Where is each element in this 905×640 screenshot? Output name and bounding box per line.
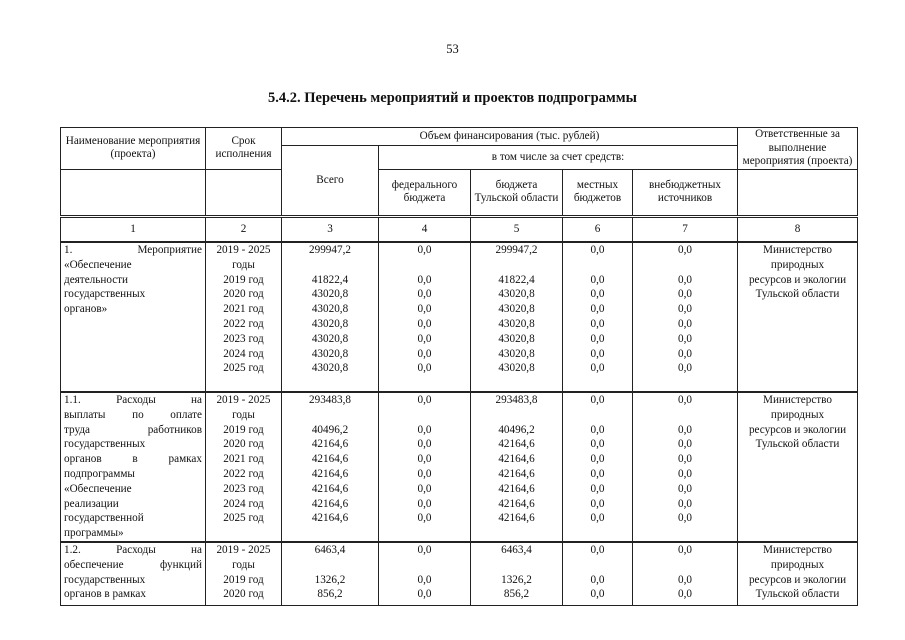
regional-value: 299947,2 xyxy=(495,244,538,256)
total-value: 6463,4 xyxy=(314,543,346,556)
local-cell xyxy=(563,242,633,392)
measure-name-line: деятельности xyxy=(64,273,129,286)
column-number: 4 xyxy=(379,216,471,242)
total-value: 299947,2 xyxy=(309,244,351,256)
responsible-line: Тульской области xyxy=(755,438,840,451)
offbudget-value: 0,0 xyxy=(678,362,692,375)
header-local: местных бюджетов xyxy=(563,169,633,216)
column-number: 8 xyxy=(738,216,858,242)
term-line: 2025 год xyxy=(223,512,264,525)
term-line: 2023 год xyxy=(223,332,264,345)
header-name: Наименование мероприятия (проекта) xyxy=(61,128,206,170)
total-value: 42164,6 xyxy=(311,438,349,451)
table-row xyxy=(61,542,858,606)
offbudget-cell xyxy=(633,242,738,392)
total-value: 43020,8 xyxy=(311,317,349,330)
responsible-line: Министерство xyxy=(763,394,832,406)
measure-name-line: программы» xyxy=(64,527,124,540)
local-value: 0,0 xyxy=(590,244,605,256)
regional-value: 856,2 xyxy=(503,588,530,601)
federal-value: 0,0 xyxy=(417,453,432,466)
offbudget-value: 0,0 xyxy=(678,317,692,330)
measure-name-line: государственных xyxy=(64,573,146,586)
table-row xyxy=(61,242,858,392)
federal-cell xyxy=(379,242,471,392)
local-value: 0,0 xyxy=(590,512,605,525)
offbudget-value: 0,0 xyxy=(678,394,692,406)
term-line: 2019 год xyxy=(223,273,264,286)
offbudget-value xyxy=(636,558,734,573)
responsible-cell xyxy=(738,392,858,542)
measure-name-line: 1.2. Расходы на xyxy=(64,543,202,556)
measure-name-line: государственных xyxy=(64,288,146,301)
offbudget-value: 0,0 xyxy=(678,512,692,525)
regional-value: 42164,6 xyxy=(498,512,535,525)
header-term: Срок исполнения xyxy=(206,128,282,170)
total-value: 41822,4 xyxy=(311,273,349,286)
total-value: 42164,6 xyxy=(311,482,349,495)
term-line: 2025 год xyxy=(223,362,264,375)
federal-cell xyxy=(379,542,471,606)
local-value xyxy=(566,558,629,573)
total-value xyxy=(285,408,375,423)
federal-value: 0,0 xyxy=(417,467,432,480)
federal-value: 0,0 xyxy=(417,438,432,451)
regional-value: 42164,6 xyxy=(498,482,535,495)
offbudget-value: 0,0 xyxy=(678,303,692,316)
regional-value: 43020,8 xyxy=(498,362,535,375)
federal-value xyxy=(382,258,467,273)
federal-value: 0,0 xyxy=(417,303,432,316)
measure-name-line: подпрограммы xyxy=(64,467,135,480)
local-cell xyxy=(563,392,633,542)
federal-value: 0,0 xyxy=(417,347,432,360)
header-regional: бюджета Тульской области xyxy=(471,169,563,216)
regional-value: 43020,8 xyxy=(498,288,535,301)
federal-value: 0,0 xyxy=(417,288,432,301)
total-value: 856,2 xyxy=(317,588,343,601)
federal-value: 0,0 xyxy=(417,543,432,556)
term-line: 2022 год xyxy=(223,467,264,480)
column-numbers-row xyxy=(61,216,858,242)
total-cell xyxy=(282,542,379,606)
local-value xyxy=(566,258,629,273)
local-value: 0,0 xyxy=(590,317,605,330)
measure-name-cell xyxy=(61,392,206,542)
local-value: 0,0 xyxy=(590,588,605,601)
term-line: 2022 год xyxy=(223,317,264,330)
local-value: 0,0 xyxy=(590,347,605,360)
term-cell xyxy=(206,542,282,606)
regional-value: 43020,8 xyxy=(498,347,535,360)
offbudget-value xyxy=(636,408,734,423)
column-number: 6 xyxy=(563,216,633,242)
local-value: 0,0 xyxy=(590,362,605,375)
offbudget-value: 0,0 xyxy=(678,438,692,451)
term-cell xyxy=(206,242,282,392)
federal-value xyxy=(382,558,467,573)
offbudget-cell xyxy=(633,542,738,606)
federal-value: 0,0 xyxy=(417,512,432,525)
responsible-line: природных xyxy=(770,258,825,271)
total-cell xyxy=(282,392,379,542)
federal-value: 0,0 xyxy=(417,497,432,510)
regional-value: 43020,8 xyxy=(498,317,535,330)
term-line: годы xyxy=(232,558,255,571)
column-number: 7 xyxy=(633,216,738,242)
measure-name-line: «Обеспечение xyxy=(64,258,132,271)
federal-value: 0,0 xyxy=(417,394,432,406)
measures-table xyxy=(60,127,858,606)
table-row xyxy=(61,392,858,542)
term-line: 2024 год xyxy=(223,347,264,360)
offbudget-value: 0,0 xyxy=(678,273,692,286)
regional-value: 1326,2 xyxy=(501,573,532,586)
term-line: 2023 год xyxy=(223,482,264,495)
federal-value: 0,0 xyxy=(417,317,432,330)
offbudget-value: 0,0 xyxy=(678,482,692,495)
local-value: 0,0 xyxy=(590,303,605,316)
regional-value: 41822,4 xyxy=(498,273,535,286)
local-value: 0,0 xyxy=(590,543,605,556)
measure-name-line: выплаты по оплате xyxy=(64,408,202,421)
local-value xyxy=(566,408,629,423)
local-value: 0,0 xyxy=(590,497,605,510)
offbudget-value: 0,0 xyxy=(678,332,692,345)
responsible-line: природных xyxy=(770,408,825,421)
term-line: 2024 год xyxy=(223,497,264,510)
term-line: годы xyxy=(232,258,255,271)
offbudget-value: 0,0 xyxy=(678,573,692,586)
federal-value: 0,0 xyxy=(417,332,432,345)
term-line: 2020 год xyxy=(223,288,264,301)
local-value: 0,0 xyxy=(590,423,605,436)
responsible-cell xyxy=(738,542,858,606)
federal-value: 0,0 xyxy=(417,573,432,586)
offbudget-value: 0,0 xyxy=(678,543,692,556)
term-line: 2019 год xyxy=(223,573,264,586)
regional-value: 293483,8 xyxy=(495,394,538,406)
responsible-line: Тульской области xyxy=(755,288,840,301)
federal-value: 0,0 xyxy=(417,423,432,436)
total-cell xyxy=(282,242,379,392)
total-value xyxy=(285,258,375,273)
federal-value: 0,0 xyxy=(417,588,432,601)
measure-name-line: обеспечение функций xyxy=(64,558,202,571)
local-value: 0,0 xyxy=(590,482,605,495)
measure-name-line: труда работников xyxy=(64,423,202,436)
federal-value: 0,0 xyxy=(417,482,432,495)
total-value: 42164,6 xyxy=(311,497,349,510)
responsible-line: ресурсов и экологии xyxy=(748,573,847,586)
regional-cell xyxy=(471,542,563,606)
header-total: Всего xyxy=(282,146,379,217)
total-value: 43020,8 xyxy=(311,303,349,316)
column-number: 2 xyxy=(206,216,282,242)
regional-cell xyxy=(471,392,563,542)
regional-cell xyxy=(471,242,563,392)
term-line: 2020 год xyxy=(223,438,264,451)
header-responsible: Ответственные за выполнение мероприятия (проекта) xyxy=(738,128,858,170)
regional-value: 42164,6 xyxy=(498,497,535,510)
term-cell xyxy=(206,392,282,542)
measure-name-line: 1.1. Расходы на xyxy=(64,394,202,406)
measure-name-line: 1. Мероприятие xyxy=(64,244,202,256)
responsible-line: ресурсов и экологии xyxy=(748,273,847,286)
offbudget-value: 0,0 xyxy=(678,347,692,360)
header-funding: Объем финансирования (тыс. рублей) xyxy=(282,128,738,146)
term-line: 2019 - 2025 xyxy=(216,394,271,406)
total-value: 40496,2 xyxy=(311,423,349,436)
offbudget-value xyxy=(636,258,734,273)
offbudget-cell xyxy=(633,392,738,542)
term-line: 2019 - 2025 xyxy=(216,244,271,256)
regional-value xyxy=(474,558,559,573)
total-value: 1326,2 xyxy=(314,573,346,586)
federal-value: 0,0 xyxy=(417,273,432,286)
local-value: 0,0 xyxy=(590,573,605,586)
term-line: годы xyxy=(232,408,255,421)
regional-value xyxy=(474,258,559,273)
header-including: в том числе за счет средств: xyxy=(379,146,738,170)
header-federal: федерального бюджета xyxy=(379,169,471,216)
regional-value: 42164,6 xyxy=(498,453,535,466)
measure-name-line: органов» xyxy=(64,303,108,316)
term-line: 2021 год xyxy=(223,303,264,316)
document-title: 5.4.2. Перечень мероприятий и проектов подпрограммы xyxy=(268,90,637,106)
total-value: 42164,6 xyxy=(311,467,349,480)
total-value: 43020,8 xyxy=(311,347,349,360)
total-value: 42164,6 xyxy=(311,453,349,466)
responsible-line: природных xyxy=(770,558,825,571)
responsible-line: Министерство xyxy=(763,543,832,556)
federal-value: 0,0 xyxy=(417,362,432,375)
responsible-line: Министерство xyxy=(763,244,832,256)
local-value: 0,0 xyxy=(590,394,605,406)
local-value: 0,0 xyxy=(590,453,605,466)
measure-name-line: «Обеспечение xyxy=(64,482,132,495)
measure-name-line: органов в рамках xyxy=(64,453,202,466)
page-number: 53 xyxy=(446,42,459,56)
regional-value: 43020,8 xyxy=(498,332,535,345)
offbudget-value: 0,0 xyxy=(678,244,692,256)
regional-value: 43020,8 xyxy=(498,303,535,316)
column-number: 3 xyxy=(282,216,379,242)
local-value: 0,0 xyxy=(590,332,605,345)
measure-name-line: органов в рамках xyxy=(64,588,146,601)
total-value: 43020,8 xyxy=(311,362,349,375)
measure-name-cell xyxy=(61,242,206,392)
offbudget-value: 0,0 xyxy=(678,288,692,301)
offbudget-value: 0,0 xyxy=(678,497,692,510)
offbudget-value: 0,0 xyxy=(678,467,692,480)
regional-value: 42164,6 xyxy=(498,438,535,451)
offbudget-value: 0,0 xyxy=(678,423,692,436)
term-line: 2020 год xyxy=(223,588,264,601)
term-line: 2021 год xyxy=(223,453,264,466)
regional-value xyxy=(474,408,559,423)
federal-value: 0,0 xyxy=(417,244,432,256)
total-value: 43020,8 xyxy=(311,332,349,345)
measure-name-cell xyxy=(61,542,206,606)
column-number: 5 xyxy=(471,216,563,242)
local-value: 0,0 xyxy=(590,288,605,301)
total-value: 42164,6 xyxy=(311,512,349,525)
measure-name-line: государственных xyxy=(64,438,146,451)
measure-name-line: реализации xyxy=(64,497,119,510)
column-number: 1 xyxy=(61,216,206,242)
term-line: 2019 год xyxy=(223,423,264,436)
total-value: 43020,8 xyxy=(311,288,349,301)
responsible-line: ресурсов и экологии xyxy=(748,423,847,436)
regional-value: 42164,6 xyxy=(498,467,535,480)
offbudget-value: 0,0 xyxy=(678,588,692,601)
local-value: 0,0 xyxy=(590,467,605,480)
local-value: 0,0 xyxy=(590,273,605,286)
local-value: 0,0 xyxy=(590,438,605,451)
federal-value xyxy=(382,408,467,423)
regional-value: 40496,2 xyxy=(498,423,535,436)
total-value xyxy=(285,558,375,573)
term-line: 2019 - 2025 xyxy=(216,543,271,556)
responsible-cell xyxy=(738,242,858,392)
total-value: 293483,8 xyxy=(309,394,351,406)
responsible-line: Тульской области xyxy=(755,588,840,601)
regional-value: 6463,4 xyxy=(501,543,532,556)
header-offbudget: внебюджетных источников xyxy=(633,169,738,216)
federal-cell xyxy=(379,392,471,542)
measure-name-line: государственной xyxy=(64,512,144,525)
offbudget-value: 0,0 xyxy=(678,453,692,466)
local-cell xyxy=(563,542,633,606)
